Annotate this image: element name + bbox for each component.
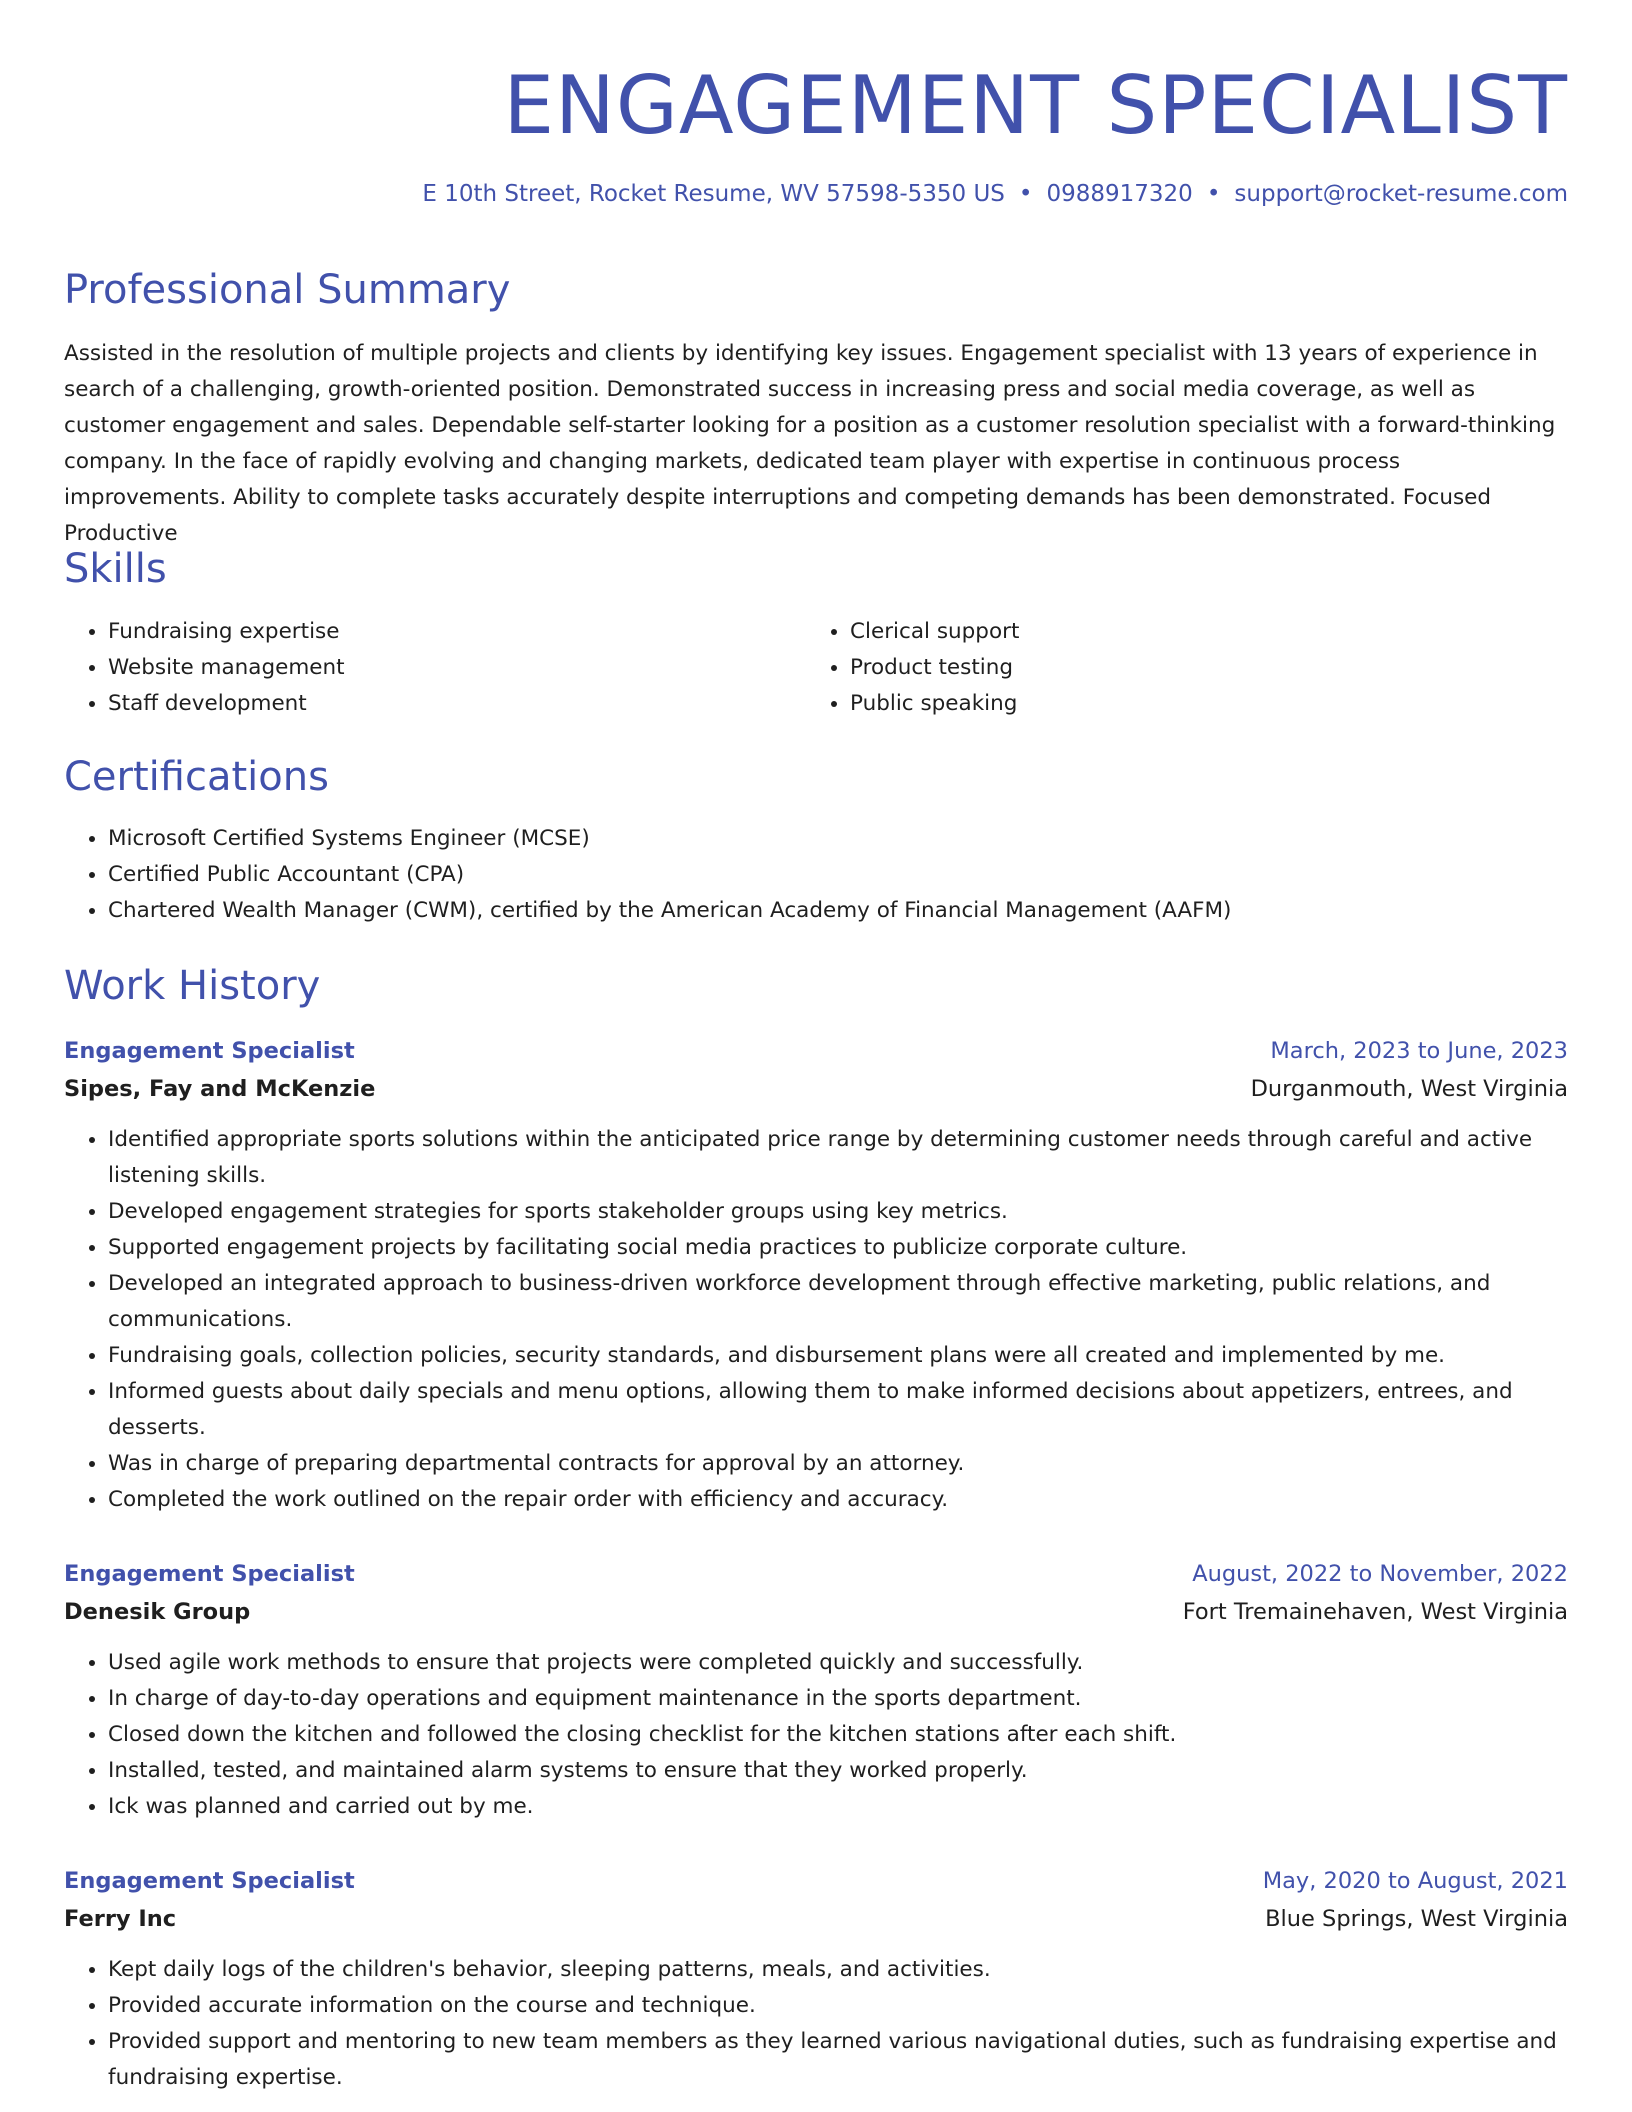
job-title: Engagement Specialist xyxy=(64,1038,355,1064)
skills-column-right xyxy=(806,614,1568,722)
skill-item: • Fundraising expertise xyxy=(108,614,806,650)
job-dates: March, 2023 to June, 2023 xyxy=(1270,1038,1568,1064)
job-company: Ferry Inc xyxy=(64,1906,177,1932)
contact-address: E 10th Street, Rocket Resume, WV 57598-5350 US xyxy=(422,181,1005,207)
summary-text: Assisted in the resolution of multiple projects and clients by identifying key issues. Engagement specialist with 13 years of experience in search of a challenging, growth-oriented position. Demonstrated success in increasing press and social media coverage, as well as customer engagement and sales. Dependable self-starter looking for a position as a customer resolution specialist with a forward-thinking company. In the face of rapidly evolving and changing markets, dedicated team player with expertise in continuous process improvements. Ability to complete tasks accurately despite interruptions and competing demands has been demonstrated. Focused Productive xyxy=(64,341,1556,546)
job-bullet: • Fundraising goals, collection policies, security standards, and disbursement plans were all created and implemented by me. xyxy=(108,1338,1568,1374)
job-location: Durganmouth, West Virginia xyxy=(1250,1076,1568,1102)
job-location: Blue Springs, West Virginia xyxy=(1265,1906,1568,1932)
job-entry xyxy=(64,1555,1568,1825)
skill-item: • Clerical support xyxy=(850,614,1568,650)
skill-item: • Staff development xyxy=(108,686,806,722)
resume-name: ENGAGEMENT SPECIALIST xyxy=(503,59,1568,152)
summary-heading: Professional Summary xyxy=(64,267,511,313)
job-bullet: • Identified appropriate sports solutions within the anticipated price range by determining customer needs through careful and active listening skills. xyxy=(108,1122,1568,1194)
contact-separator: • xyxy=(1206,181,1221,207)
job-company: Sipes, Fay and McKenzie xyxy=(64,1076,376,1102)
job-bullet: • Provided support and mentoring to new team members as they learned various navigational duties, such as fundraising expertise and fundraising expertise. xyxy=(108,2024,1568,2096)
skills-heading: Skills xyxy=(64,546,167,592)
certification-item: • Chartered Wealth Manager (CWM), certified by the American Academy of Financial Management (AAFM) xyxy=(108,893,1568,929)
job-title: Engagement Specialist xyxy=(64,1868,355,1894)
work-history-heading: Work History xyxy=(64,963,321,1009)
job-bullet: • Provided accurate information on the course and technique. xyxy=(108,1988,1568,2024)
job-company: Denesik Group xyxy=(64,1599,251,1625)
skill-item: • Website management xyxy=(108,650,806,686)
job-bullet: • Developed engagement strategies for sports stakeholder groups using key metrics. xyxy=(108,1194,1568,1230)
job-bullets xyxy=(64,1122,1568,1518)
job-dates: May, 2020 to August, 2021 xyxy=(1262,1868,1568,1894)
certifications-list xyxy=(64,821,1568,929)
skills-list xyxy=(64,614,1568,722)
certifications-heading: Certifications xyxy=(64,754,329,800)
job-dates: August, 2022 to November, 2022 xyxy=(1192,1561,1568,1587)
skill-item: • Product testing xyxy=(850,650,1568,686)
job-bullet: • Completed the work outlined on the repair order with efficiency and accuracy. xyxy=(108,1482,1568,1518)
job-bullet: • Developed an integrated approach to business-driven workforce development through effective marketing, public relations, and communications. xyxy=(108,1266,1568,1338)
job-title: Engagement Specialist xyxy=(64,1561,355,1587)
job-bullet: • Kept daily logs of the children's behavior, sleeping patterns, meals, and activities. xyxy=(108,1952,1568,1988)
skill-item: • Public speaking xyxy=(850,686,1568,722)
job-bullets xyxy=(64,1645,1568,1825)
job-bullet: • Supported engagement projects by facilitating social media practices to publicize corporate culture. xyxy=(108,1230,1568,1266)
job-bullet: • Used agile work methods to ensure that projects were completed quickly and successfully. xyxy=(108,1645,1568,1681)
contact-separator: • xyxy=(1018,181,1033,207)
job-bullet: • Was in charge of preparing departmental contracts for approval by an attorney. xyxy=(108,1446,1568,1482)
job-bullet: • Installed, tested, and maintained alarm systems to ensure that they worked properly. xyxy=(108,1753,1568,1789)
skills-column-left xyxy=(64,614,806,722)
contact-line xyxy=(422,178,1568,210)
certification-item: • Certified Public Accountant (CPA) xyxy=(108,857,1568,893)
contact-email[interactable]: support@rocket-resume.com xyxy=(1234,181,1568,207)
job-location: Fort Tremainehaven, West Virginia xyxy=(1182,1599,1568,1625)
job-bullet: • Ick was planned and carried out by me. xyxy=(108,1789,1568,1825)
job-bullet: • In charge of day-to-day operations and equipment maintenance in the sports department. xyxy=(108,1681,1568,1717)
job-bullet: • Informed guests about daily specials and menu options, allowing them to make informed decisions about appetizers, entrees, and desserts. xyxy=(108,1374,1568,1446)
job-entry xyxy=(64,1862,1568,2096)
job-entry xyxy=(64,1032,1568,1518)
contact-phone[interactable]: 0988917320 xyxy=(1046,181,1193,207)
job-bullets xyxy=(64,1952,1568,2096)
certification-item: • Microsoft Certified Systems Engineer (MCSE) xyxy=(108,821,1568,857)
job-bullet: • Closed down the kitchen and followed the closing checklist for the kitchen stations after each shift. xyxy=(108,1717,1568,1753)
